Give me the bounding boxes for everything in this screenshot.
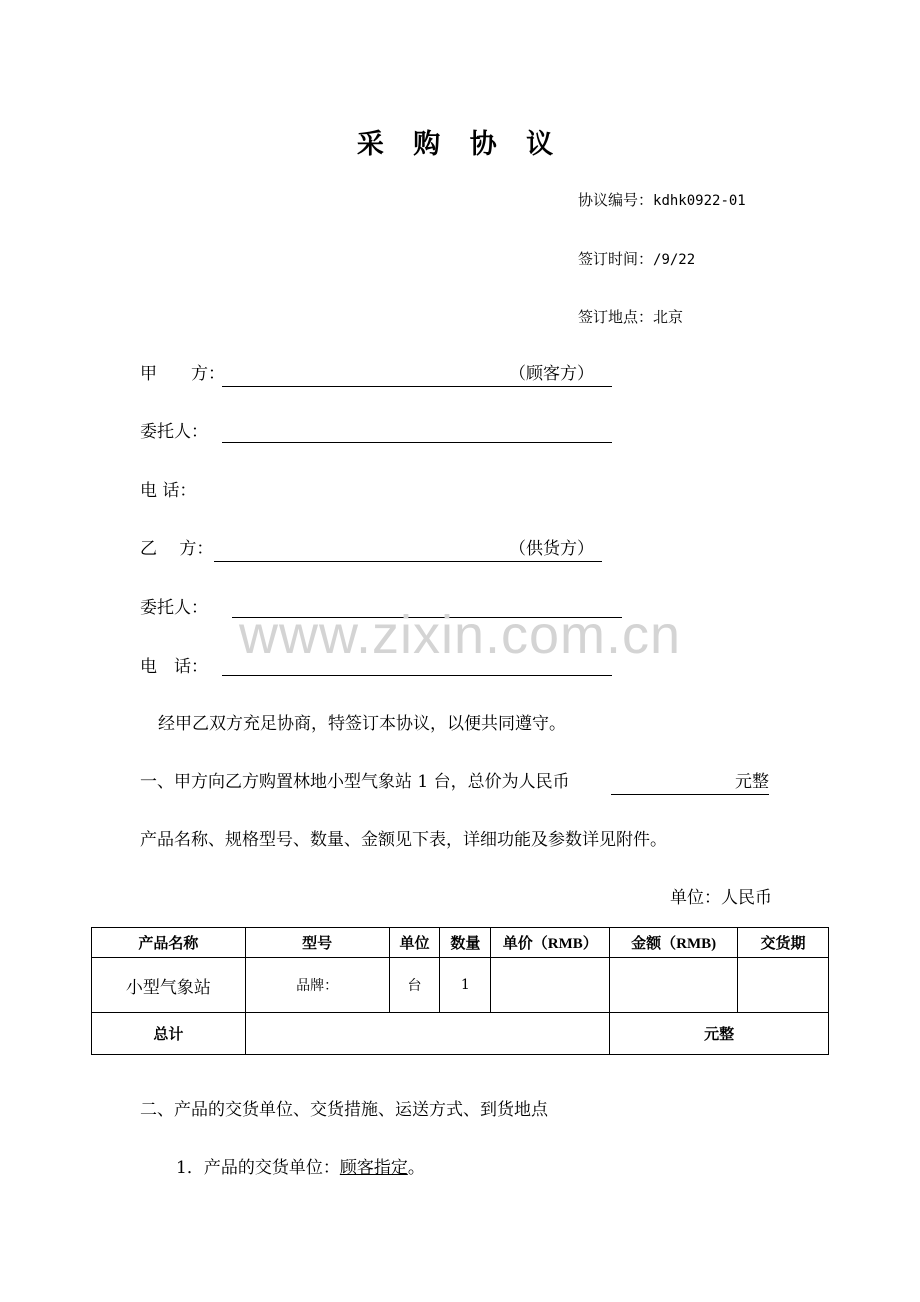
party-a-label: 甲 方： xyxy=(140,364,225,384)
clause-2-item-1-label: 1．产品的交货单位： xyxy=(176,1158,340,1178)
unit-note: 单位：人民币 xyxy=(670,888,772,908)
cell-amount[interactable] xyxy=(610,958,738,1013)
total-label: 总计 xyxy=(92,1013,246,1055)
cell-quantity: 1 xyxy=(440,958,491,1013)
table-header-row xyxy=(92,928,829,958)
header-quantity: 数量 xyxy=(440,928,491,958)
agreement-number-label: 协议编号： xyxy=(578,191,654,209)
total-price-blank[interactable] xyxy=(611,770,769,795)
party-b-label: 乙 方： xyxy=(140,539,214,559)
sign-date-label: 签订时间： xyxy=(578,250,654,268)
total-blank-cell[interactable] xyxy=(245,1013,610,1055)
header-model: 型号 xyxy=(245,928,389,958)
agreement-number xyxy=(578,189,746,210)
header-delivery-date: 交货期 xyxy=(738,928,829,958)
sign-place xyxy=(578,306,683,327)
table-row xyxy=(92,958,829,1013)
total-price-suffix: 元整 xyxy=(735,772,769,792)
party-a-phone-label: 电 话： xyxy=(140,481,197,501)
sign-date xyxy=(578,248,695,269)
clause-1-detail: 产品名称、规格型号、数量、金额见下表，详细功能及参数详见附件。 xyxy=(140,830,667,850)
party-a-agent-blank[interactable] xyxy=(222,418,612,443)
party-a-agent-label: 委托人： xyxy=(140,422,208,442)
party-b-phone-label: 电 话： xyxy=(140,657,208,677)
cell-unit: 台 xyxy=(389,958,440,1013)
table-total-row xyxy=(92,1013,829,1055)
header-product-name: 产品名称 xyxy=(92,928,246,958)
product-table xyxy=(91,927,829,1055)
cell-unit-price[interactable] xyxy=(491,958,610,1013)
agreement-number-value: kdhk0922-01 xyxy=(653,193,746,209)
watermark: www.zixin.com.cn xyxy=(238,605,682,665)
cell-product-name: 小型气象站 xyxy=(92,958,246,1013)
party-b-agent-label: 委托人： xyxy=(140,598,208,618)
header-amount: 金额（RMB) xyxy=(610,928,738,958)
party-b-suffix: （供货方） xyxy=(509,539,594,559)
sign-place-label: 签订地点： xyxy=(578,308,654,326)
clause-2-item-1 xyxy=(176,1156,425,1180)
delivery-unit-value: 顾客指定 xyxy=(339,1158,408,1178)
sign-place-value: 北京 xyxy=(653,308,684,326)
clause-2-heading: 二、产品的交货单位、交货措施、运送方式、到货地点 xyxy=(140,1100,548,1120)
document-title: 采 购 协 议 xyxy=(356,129,564,160)
cell-model: 品牌： xyxy=(245,958,389,1013)
party-a-name-blank[interactable] xyxy=(222,362,612,387)
cell-delivery-date[interactable] xyxy=(738,958,829,1013)
header-unit-price: 单价（RMB） xyxy=(491,928,610,958)
sign-date-value: /9/22 xyxy=(653,252,696,268)
clause-1-text: 一、甲方向乙方购置林地小型气象站 1 台，总价为人民币 xyxy=(140,772,570,792)
party-a-suffix: （顾客方） xyxy=(509,364,594,384)
intro-paragraph: 经甲乙双方充足协商，特签订本协议，以便共同遵守。 xyxy=(158,714,566,734)
clause-2-item-1-end: 。 xyxy=(407,1158,425,1178)
party-b-name-blank[interactable] xyxy=(214,537,602,562)
total-suffix: 元整 xyxy=(610,1013,829,1055)
header-unit: 单位 xyxy=(389,928,440,958)
